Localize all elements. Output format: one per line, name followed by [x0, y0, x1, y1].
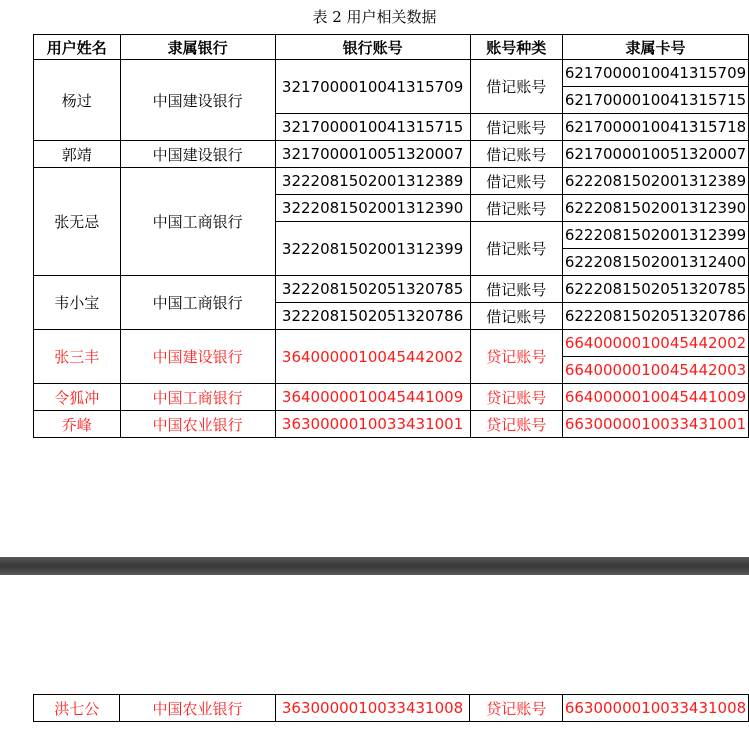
- table-row: [34, 276, 749, 303]
- account-cell: 3640000010045441009: [275, 384, 470, 411]
- account-cell: 3640000010045442002: [275, 330, 470, 384]
- account-cell: 3217000010041315709: [275, 60, 470, 114]
- user-data-table: [33, 34, 749, 438]
- account-type-cell: 借记账号: [470, 114, 563, 141]
- card-cell: 6217000010051320007: [563, 141, 749, 168]
- table-row: [34, 168, 749, 195]
- account-cell: 3222081502051320785: [275, 276, 470, 303]
- header-user-name: 用户姓名: [34, 35, 121, 60]
- card-cell: 6217000010041315709: [563, 60, 749, 87]
- table-header-row: [34, 35, 749, 60]
- card-cell: 6222081502051320786: [563, 303, 749, 330]
- account-cell: 3222081502001312389: [275, 168, 470, 195]
- user-name-cell: 韦小宝: [34, 276, 121, 330]
- account-cell: 3217000010051320007: [275, 141, 470, 168]
- header-card: 隶属卡号: [563, 35, 749, 60]
- account-type-cell: 贷记账号: [470, 330, 563, 384]
- card-cell: 6222081502051320785: [563, 276, 749, 303]
- table-row: [34, 141, 749, 168]
- table-row: [34, 330, 749, 357]
- header-account: 银行账号: [275, 35, 470, 60]
- user-name-cell: 洪七公: [34, 695, 120, 722]
- account-cell: 3630000010033431008: [275, 695, 470, 722]
- account-type-cell: 借记账号: [470, 303, 563, 330]
- bank-cell: 中国农业银行: [120, 695, 275, 722]
- user-name-cell: 乔峰: [34, 411, 121, 438]
- table-row: [34, 384, 749, 411]
- card-cell: 6630000010033431001: [563, 411, 749, 438]
- table-row: [34, 695, 749, 722]
- card-cell: 6640000010045441009: [563, 384, 749, 411]
- user-name-cell: 张无忌: [34, 168, 121, 276]
- bank-cell: 中国工商银行: [120, 168, 275, 276]
- user-data-table-continued: [33, 694, 749, 722]
- account-type-cell: 借记账号: [470, 222, 563, 276]
- card-cell: 6630000010033431008: [563, 695, 749, 722]
- bank-cell: 中国工商银行: [120, 384, 275, 411]
- bank-cell: 中国建设银行: [120, 330, 275, 384]
- card-cell: 6640000010045442002: [563, 330, 749, 357]
- table-row: [34, 411, 749, 438]
- account-cell: 3222081502051320786: [275, 303, 470, 330]
- card-cell: 6217000010041315715: [563, 87, 749, 114]
- account-type-cell: 借记账号: [470, 195, 563, 222]
- user-name-cell: 杨过: [34, 60, 121, 141]
- account-type-cell: 借记账号: [470, 168, 563, 195]
- account-cell: 3222081502001312399: [275, 222, 470, 276]
- card-cell: 6217000010041315718: [563, 114, 749, 141]
- table-caption: 表 2 用户相关数据: [312, 8, 437, 26]
- bank-cell: 中国建设银行: [120, 141, 275, 168]
- account-type-cell: 借记账号: [470, 276, 563, 303]
- user-name-cell: 张三丰: [34, 330, 121, 384]
- bank-cell: 中国工商银行: [120, 276, 275, 330]
- header-bank: 隶属银行: [120, 35, 275, 60]
- bank-cell: 中国农业银行: [120, 411, 275, 438]
- account-type-cell: 借记账号: [470, 141, 563, 168]
- account-cell: 3222081502001312390: [275, 195, 470, 222]
- account-type-cell: 贷记账号: [470, 695, 563, 722]
- card-cell: 6640000010045442003: [563, 357, 749, 384]
- card-cell: 6222081502001312400: [563, 249, 749, 276]
- page-break-divider: [0, 557, 749, 575]
- account-type-cell: 贷记账号: [470, 384, 563, 411]
- card-cell: 6222081502001312389: [563, 168, 749, 195]
- header-account-type: 账号种类: [470, 35, 563, 60]
- table-row: [34, 60, 749, 87]
- account-cell: 3630000010033431001: [275, 411, 470, 438]
- account-cell: 3217000010041315715: [275, 114, 470, 141]
- bank-cell: 中国建设银行: [120, 60, 275, 141]
- card-cell: 6222081502001312399: [563, 222, 749, 249]
- user-name-cell: 郭靖: [34, 141, 121, 168]
- card-cell: 6222081502001312390: [563, 195, 749, 222]
- account-type-cell: 借记账号: [470, 60, 563, 114]
- account-type-cell: 贷记账号: [470, 411, 563, 438]
- user-name-cell: 令狐冲: [34, 384, 121, 411]
